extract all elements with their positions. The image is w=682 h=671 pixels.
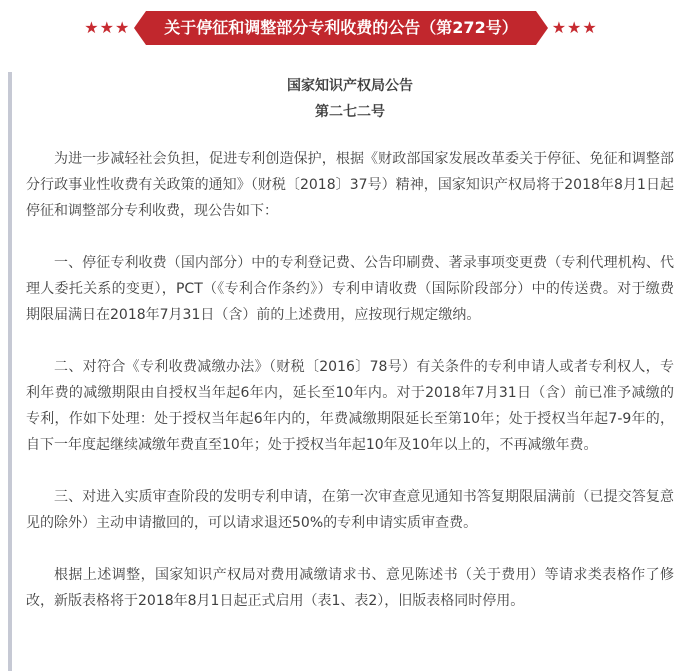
forms-update-paragraph: 根据上述调整，国家知识产权局对费用减缴请求书、意见陈述书（关于费用）等请求类表格作了修改，新版表格将于2018年8月1日起正式启用（表1、表2），旧版表格同时停用。 [26, 567, 674, 609]
item-one-paragraph: 一、停征专利收费（国内部分）中的专利登记费、公告印刷费、著录事项变更费（专利代理机构、代理人委托关系的变更），PCT（《专利合作条约》）专利申请收费（国际阶段部分）中的传送费。对于缴费期限届满日在2018年7月31日（含）前的上述费用，应按现行规定缴纳。 [26, 255, 674, 323]
issuer-heading: 国家知识产权局公告 [287, 78, 413, 94]
left-star-decoration: ★★★ [84, 18, 131, 37]
right-star-decoration: ★★★ [551, 18, 598, 37]
article-header [0, 0, 682, 56]
announcement-number: 第二七二号 [315, 104, 385, 120]
item-two-paragraph: 二、对符合《专利收费减缴办法》（财税〔2016〕78号）有关条件的专利申请人或者专利权人，专利年费的减缴期限由自授权当年起6年内，延长至10年内。对于2018年7月31日（含）前已准予减缴的专利，作如下处理：处于授权当年起6年内的，年费减缴期限延长至第10年；处于授权当年起7-9年的，自下一年度起继续减缴年费直至10年；处于授权当年起10年及10年以上的，不再减缴年费。 [26, 359, 674, 453]
article-title: 关于停征和调整部分专利收费的公告（第272号） [146, 11, 535, 45]
announcement-body [8, 72, 682, 671]
intro-paragraph: 为进一步减轻社会负担，促进专利创造保护，根据《财政部国家发展改革委关于停征、免征和调整部分行政事业性收费有关政策的通知》（财税〔2018〕37号）精神，国家知识产权局将于2018年8月1日起停征和调整部分专利收费，现公告如下： [26, 151, 674, 219]
item-three-paragraph: 三、对进入实质审查阶段的发明专利申请，在第一次审查意见通知书答复期限届满前（已提交答复意见的除外）主动申请撤回的，可以请求退还50%的专利申请实质审查费。 [26, 489, 674, 531]
